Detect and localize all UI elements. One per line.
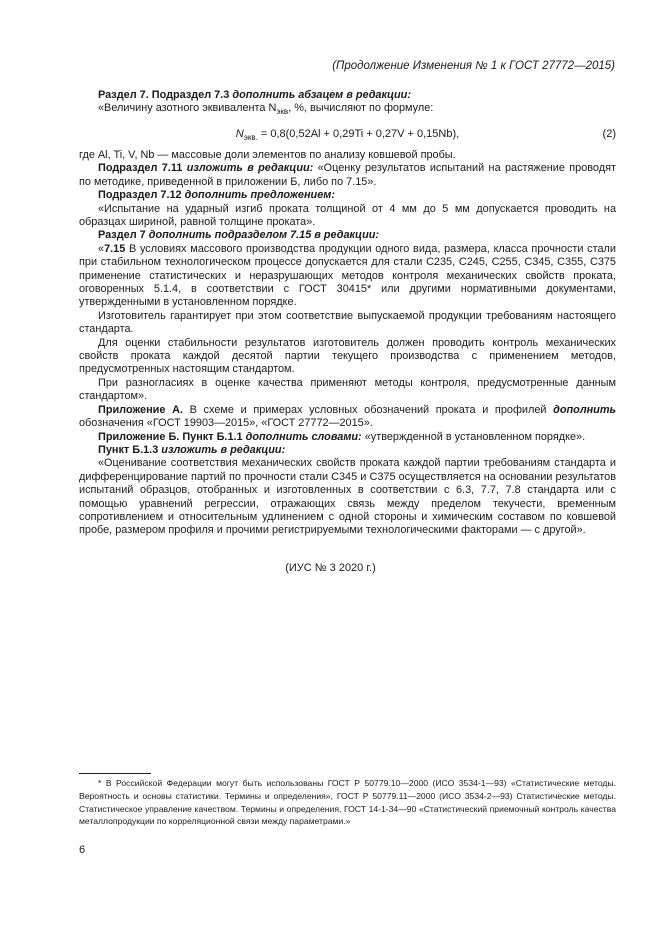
text: «утвержденной в установленном порядке».: [361, 430, 586, 443]
paragraph: «Оценивание соответствия механических свойств проката каждой партии требованиям стандарта и дифференцирование партий по прочности стали С345 и С375 осуществляется на основании результатов испытаний образцов, отобранных и изготовленных в соответствии с 6.3, 7.7, 7.8 стандарта или с помощью уравнений регрессии, отражающих связь между пределом текучести, временным сопротивлением и относительным удлинением с одной стороны и химическим составом по ковшевой пробе, размером профиля и прочими регистрируемыми технологическими факторами — с другой».: [79, 457, 616, 537]
paragraph-7-11: [79, 162, 616, 189]
text: , %, вычисляют по формуле:: [288, 102, 434, 115]
running-header: (Продолжение Изменения № 1 к ГОСТ 27772—2015): [332, 60, 615, 72]
instruction: дополнить предложением:: [184, 189, 335, 202]
paragraph-7-15-heading: [79, 229, 616, 242]
instruction: дополнить: [553, 403, 616, 416]
footnote-text: * В Российской Федерации могут быть использованы ГОСТ Р 50779.10—2000 (ИСО 3534-1—93) «Статистические методы. Вероятность и основы статистики. Термины и определения», ГОСТ Р 50779.11—2000 (ИСО 3534-2—93) Статистические методы. Статистическое управление качеством. Термины и определения, ГОСТ 14-1-34—90 «Статистический приемочный контроль качества металлопродукции по корреляционной связи между параметрами.»: [79, 778, 616, 827]
instruction: дополнить подразделом 7.15 в редакции:: [148, 229, 379, 242]
ius-reference: (ИУС № 3 2020 г.): [285, 562, 376, 574]
paragraph-where: где Al, Ti, V, Nb — массовые доли элементов по анализу ковшевой пробы.: [79, 148, 456, 161]
paragraph-7-3: [79, 89, 616, 102]
instruction: дополнить словами:: [245, 430, 362, 443]
paragraph-appendix-a: [79, 404, 616, 431]
footnote: [79, 777, 616, 828]
paragraph-7-15: [79, 243, 616, 310]
paragraph-formula-intro: [79, 102, 616, 119]
paragraph: Изготовитель гарантирует при этом соответствие выпускаемой продукции требованиям настоящего стандарта.: [79, 309, 616, 336]
paragraph: Для оценки стабильности результатов изготовитель должен проводить контроль механических свойств проката каждой десятой партии текущего производства с применением методов, предусмотренных настоящим стандартом.: [79, 336, 616, 376]
heading: Пункт Б.1.3: [98, 443, 162, 456]
text: «Оценку результатов испытаний на растяжение проводят по методике, приведенной в приложении Б, либо по 7.15».: [79, 162, 616, 188]
subscript: экв: [276, 107, 289, 117]
heading: Приложение Б. Пункт Б.1.1: [98, 430, 246, 443]
heading: Подраздел 7.12: [98, 189, 185, 202]
formula: [79, 119, 616, 149]
paragraph-b-1-3: [79, 444, 616, 457]
heading: Раздел 7. Подраздел 7.3: [98, 89, 233, 101]
heading: Раздел 7: [98, 229, 149, 242]
page-number: 6: [79, 844, 86, 856]
heading: Приложение А.: [98, 403, 183, 416]
text: В схеме и примерах условных обозначений проката и профилей: [182, 403, 554, 416]
document-body: [79, 89, 616, 538]
instruction: изложить в редакции:: [186, 162, 314, 175]
formula-expr: = 0,8(0,52Al + 0,29Ti + 0,27V + 0,15Nb),: [257, 127, 460, 140]
formula-var: N: [235, 127, 244, 140]
text: обозначения «ГОСТ 19903—2015», «ГОСТ 27772—2015».: [79, 417, 373, 430]
clause-number: 7.15: [104, 242, 126, 255]
text: В условиях массового производства продукции одного вида, размера, класса прочности стали при стабильном технологическом процессе допускается для стали С235, С245, С255, С345, С355, С375 применение статистических и неразрушающих методов контроля механических свойств проката, оговоренных 5.1.4, в соответствии с ГОСТ 30415* или другими нормативными документами, утвержденными в установленном порядке.: [79, 242, 616, 309]
text: «: [98, 242, 105, 255]
paragraph-7-12: [79, 189, 616, 202]
formula-sub: экв.: [243, 133, 258, 143]
formula-number: (2): [602, 127, 616, 140]
instruction: дополнить абзацем в редакции:: [232, 89, 411, 101]
text: «Величину азотного эквивалента N: [98, 102, 277, 115]
footnote-divider: [79, 773, 151, 774]
paragraph-appendix-b: [79, 431, 616, 444]
instruction: изложить в редакции:: [161, 443, 286, 456]
paragraph: «Испытание на ударный изгиб проката толщиной от 4 мм до 5 мм допускается проводить на образцах шириной, равной толщине проката».: [79, 202, 616, 229]
paragraph: При разногласиях в оценке качества применяют методы контроля, предусмотренные данным стандартом».: [79, 376, 616, 403]
heading: Подраздел 7.11: [98, 162, 187, 175]
